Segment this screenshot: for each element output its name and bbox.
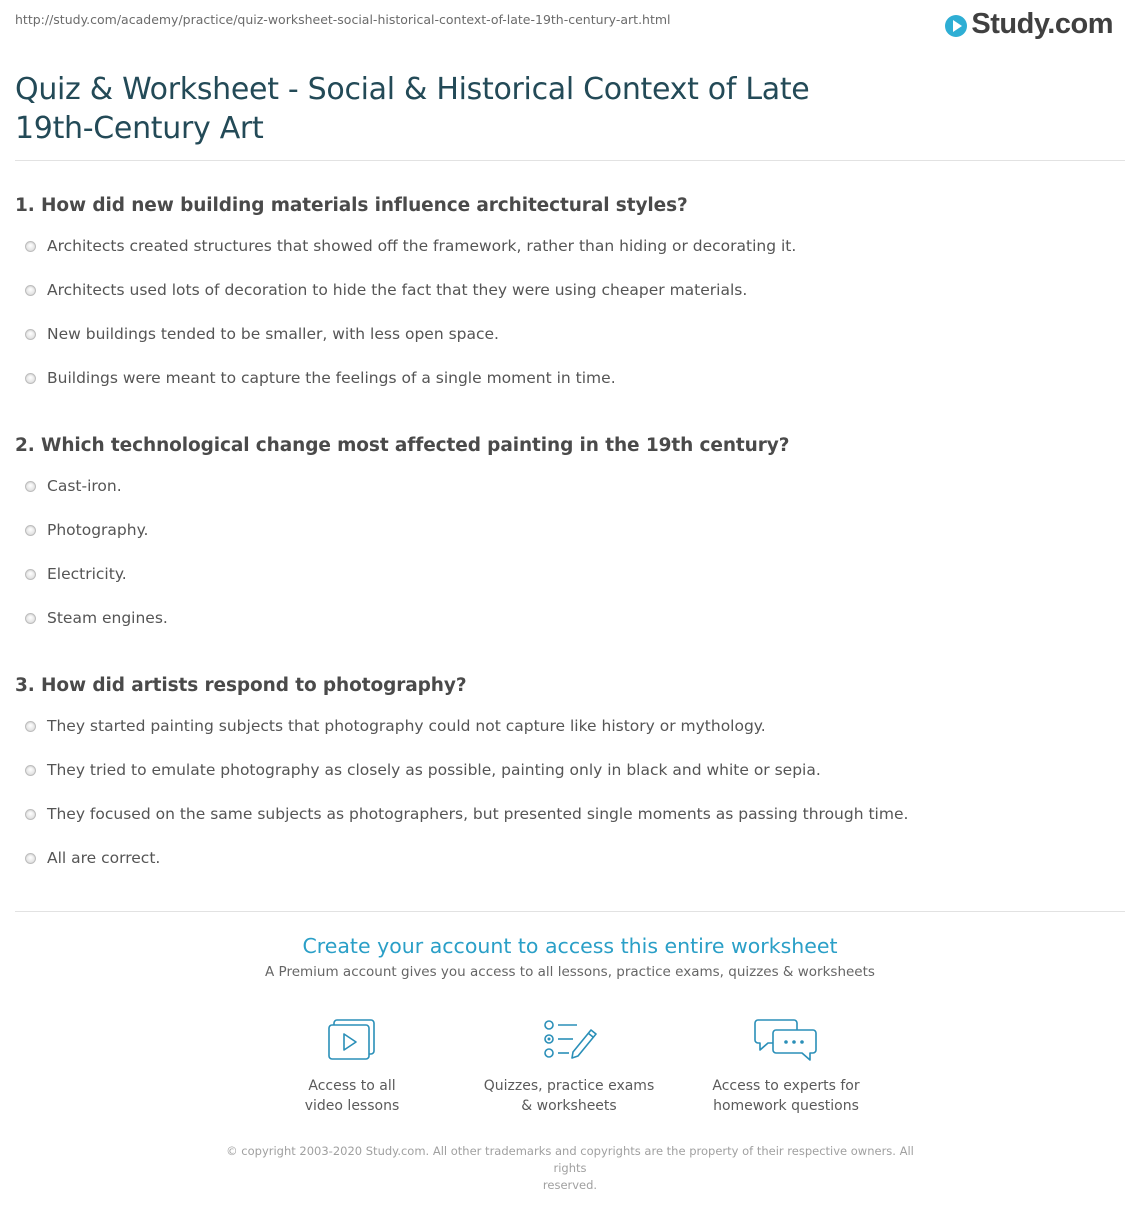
answer-text: New buildings tended to be smaller, with less open space. [47,325,499,343]
premium-description: A Premium account gives you access to all lessons, practice exams, quizzes & worksheets [265,964,875,980]
answer-text: Electricity. [47,565,127,583]
feature-label-line: Quizzes, practice exams [483,1078,655,1094]
copyright-notice [215,1143,925,1194]
answer-option[interactable] [15,237,1125,281]
answer-text: All are correct. [47,849,161,867]
answer-option[interactable] [15,369,1125,413]
feature-video-lessons [252,1018,452,1116]
answer-option[interactable] [15,849,1125,893]
feature-label-line: & worksheets [521,1098,617,1114]
radio-button[interactable] [25,525,36,536]
answer-option[interactable] [15,521,1125,565]
answer-option[interactable] [15,609,1125,653]
radio-button[interactable] [25,765,36,776]
feature-label [686,1076,886,1116]
logo-text: Study.com [971,8,1113,40]
radio-button[interactable] [25,613,36,624]
play-badge-icon [945,15,967,37]
radio-button[interactable] [25,853,36,864]
feature-quizzes [469,1018,669,1116]
question-text: 2. Which technological change most affected painting in the 19th century? [15,435,790,456]
radio-button[interactable] [25,241,36,252]
answer-text: Architects used lots of decoration to hide the fact that they were using cheaper materials. [47,281,748,299]
title-line-1: Quiz & Worksheet - Social & Historical Context of Late [15,72,810,107]
create-account-link[interactable]: Create your account to access this entire worksheet [302,934,838,958]
chat-bubbles-icon [754,1018,818,1062]
quiz-checklist-icon [541,1018,597,1062]
answer-option[interactable] [15,761,1125,805]
copyright-line: © copyright 2003-2020 Study.com. All other trademarks and copyrights are the property of their respective owners. All rights [226,1144,914,1175]
cta-divider [15,911,1125,912]
answer-text: Architects created structures that showed off the framework, rather than hiding or decorating it. [47,237,797,255]
answer-text: Buildings were meant to capture the feelings of a single moment in time. [47,369,616,387]
answer-option[interactable] [15,477,1125,521]
question-text: 1. How did new building materials influence architectural styles? [15,195,688,216]
answer-option[interactable] [15,717,1125,761]
answer-text: Cast-iron. [47,477,122,495]
answer-options [15,717,1125,893]
title-divider [15,160,1125,161]
answer-option[interactable] [15,805,1125,849]
answer-options [15,237,1125,413]
feature-experts [686,1018,886,1116]
answer-options [15,477,1125,653]
study-logo[interactable] [945,8,1113,41]
question-1 [15,194,1125,413]
answer-text: Steam engines. [47,609,168,627]
feature-label [469,1076,669,1116]
video-lessons-icon [326,1018,378,1062]
feature-label-line: homework questions [713,1098,859,1114]
page-title [15,70,875,148]
question-2 [15,434,1125,653]
feature-label-line: Access to experts for [712,1078,860,1094]
answer-text: Photography. [47,521,149,539]
radio-button[interactable] [25,809,36,820]
question-text: 3. How did artists respond to photography? [15,675,467,696]
radio-button[interactable] [25,721,36,732]
feature-label-line: video lessons [304,1098,400,1114]
radio-button[interactable] [25,569,36,580]
title-line-2: 19th-Century Art [15,111,264,146]
answer-text: They started painting subjects that photography could not capture like history or mythology. [47,717,766,735]
radio-button[interactable] [25,285,36,296]
feature-label-line: Access to all [308,1078,396,1094]
page-url: http://study.com/academy/practice/quiz-worksheet-social-historical-context-of-late-19th-century-art.html [15,12,671,27]
radio-button[interactable] [25,373,36,384]
answer-option[interactable] [15,325,1125,369]
answer-text: They focused on the same subjects as photographers, but presented single moments as passing through time. [47,805,909,823]
answer-text: They tried to emulate photography as closely as possible, painting only in black and white or sepia. [47,761,821,779]
feature-label [252,1076,452,1116]
copyright-line: reserved. [542,1178,598,1192]
question-3 [15,674,1125,893]
answer-option[interactable] [15,281,1125,325]
radio-button[interactable] [25,329,36,340]
radio-button[interactable] [25,481,36,492]
answer-option[interactable] [15,565,1125,609]
